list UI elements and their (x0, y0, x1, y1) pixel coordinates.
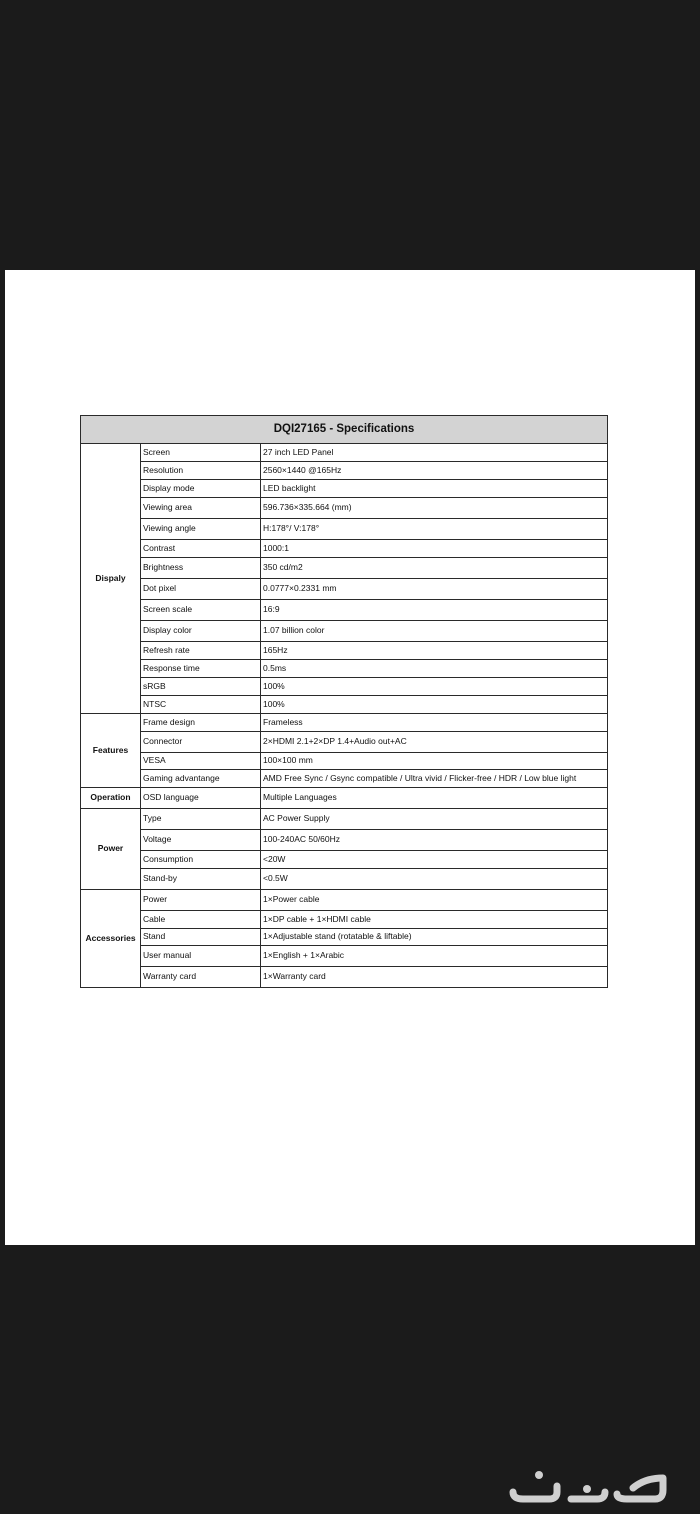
group-display: Dispaly (81, 444, 141, 714)
spec-value: AC Power Supply (261, 809, 608, 830)
spec-value: AMD Free Sync / Gsync compatible / Ultra vivid / Flicker-free / HDR / Low blue light (261, 770, 608, 788)
specifications-table (80, 415, 608, 988)
spec-value: 100×100 mm (261, 753, 608, 770)
spec-value: 0.0777×0.2331 mm (261, 579, 608, 600)
spec-item: Response time (141, 660, 261, 678)
spec-item: NTSC (141, 696, 261, 714)
group-accessories: Accessories (81, 890, 141, 988)
spec-item: Refresh rate (141, 642, 261, 660)
table-row (81, 678, 608, 696)
table-row (81, 946, 608, 967)
spec-item: Cable (141, 911, 261, 929)
table-row (81, 540, 608, 558)
spec-item: VESA (141, 753, 261, 770)
table-row (81, 642, 608, 660)
spec-item: Frame design (141, 714, 261, 732)
group-operation: Operation (81, 788, 141, 809)
table-row (81, 753, 608, 770)
spec-value: 16:9 (261, 600, 608, 621)
table-row (81, 869, 608, 890)
spec-value: 100-240AC 50/60Hz (261, 830, 608, 851)
spec-item: Gaming advantange (141, 770, 261, 788)
table-title: DQI27165 - Specifications (81, 416, 608, 444)
spec-item: Resolution (141, 462, 261, 480)
spec-item: Stand (141, 929, 261, 946)
spec-value: 596.736×335.664 (mm) (261, 498, 608, 519)
spec-value: Multiple Languages (261, 788, 608, 809)
table-row (81, 558, 608, 579)
spec-value: 100% (261, 696, 608, 714)
table-row (81, 462, 608, 480)
spec-item: Consumption (141, 851, 261, 869)
spec-item: Connector (141, 732, 261, 753)
table-row (81, 696, 608, 714)
haraj-logo-watermark (505, 1468, 670, 1504)
spec-item: Type (141, 809, 261, 830)
spec-item: sRGB (141, 678, 261, 696)
table-row (81, 444, 608, 462)
spec-item: Display color (141, 621, 261, 642)
spec-value: <20W (261, 851, 608, 869)
table-row (81, 579, 608, 600)
spec-value: 100% (261, 678, 608, 696)
table-row (81, 830, 608, 851)
table-row (81, 660, 608, 678)
spec-value: 1000:1 (261, 540, 608, 558)
table-row (81, 929, 608, 946)
spec-item: Power (141, 890, 261, 911)
spec-item: OSD language (141, 788, 261, 809)
spec-item: Contrast (141, 540, 261, 558)
spec-value: 1×DP cable + 1×HDMI cable (261, 911, 608, 929)
table-row (81, 770, 608, 788)
spec-item: Display mode (141, 480, 261, 498)
spec-value: 1×English + 1×Arabic (261, 946, 608, 967)
spec-item: Stand-by (141, 869, 261, 890)
spec-value: 0.5ms (261, 660, 608, 678)
spec-value: 165Hz (261, 642, 608, 660)
spec-item: Screen (141, 444, 261, 462)
table-row (81, 480, 608, 498)
spec-value: 2560×1440 @165Hz (261, 462, 608, 480)
table-row (81, 890, 608, 911)
spec-item: Voltage (141, 830, 261, 851)
table-row (81, 851, 608, 869)
spec-value: 2×HDMI 2.1+2×DP 1.4+Audio out+AC (261, 732, 608, 753)
spec-value: <0.5W (261, 869, 608, 890)
spec-value: 27 inch LED Panel (261, 444, 608, 462)
spec-item: Viewing angle (141, 519, 261, 540)
table-row (81, 600, 608, 621)
spec-value: LED backlight (261, 480, 608, 498)
table-row (81, 621, 608, 642)
spec-value: 1×Adjustable stand (rotatable & liftable) (261, 929, 608, 946)
spec-item: Dot pixel (141, 579, 261, 600)
table-row (81, 498, 608, 519)
spec-value: Frameless (261, 714, 608, 732)
spec-item: Warranty card (141, 967, 261, 988)
table-row (81, 519, 608, 540)
spec-value: 1×Warranty card (261, 967, 608, 988)
spec-value: H:178°/ V:178° (261, 519, 608, 540)
table-row (81, 911, 608, 929)
table-row (81, 714, 608, 732)
spec-item: Screen scale (141, 600, 261, 621)
table-row (81, 732, 608, 753)
table-row (81, 809, 608, 830)
table-row (81, 967, 608, 988)
spec-item: Viewing area (141, 498, 261, 519)
table-row (81, 788, 608, 809)
group-power: Power (81, 809, 141, 890)
group-features: Features (81, 714, 141, 788)
spec-item: User manual (141, 946, 261, 967)
spec-value: 350 cd/m2 (261, 558, 608, 579)
spec-value: 1.07 billion color (261, 621, 608, 642)
spec-value: 1×Power cable (261, 890, 608, 911)
spec-item: Brightness (141, 558, 261, 579)
